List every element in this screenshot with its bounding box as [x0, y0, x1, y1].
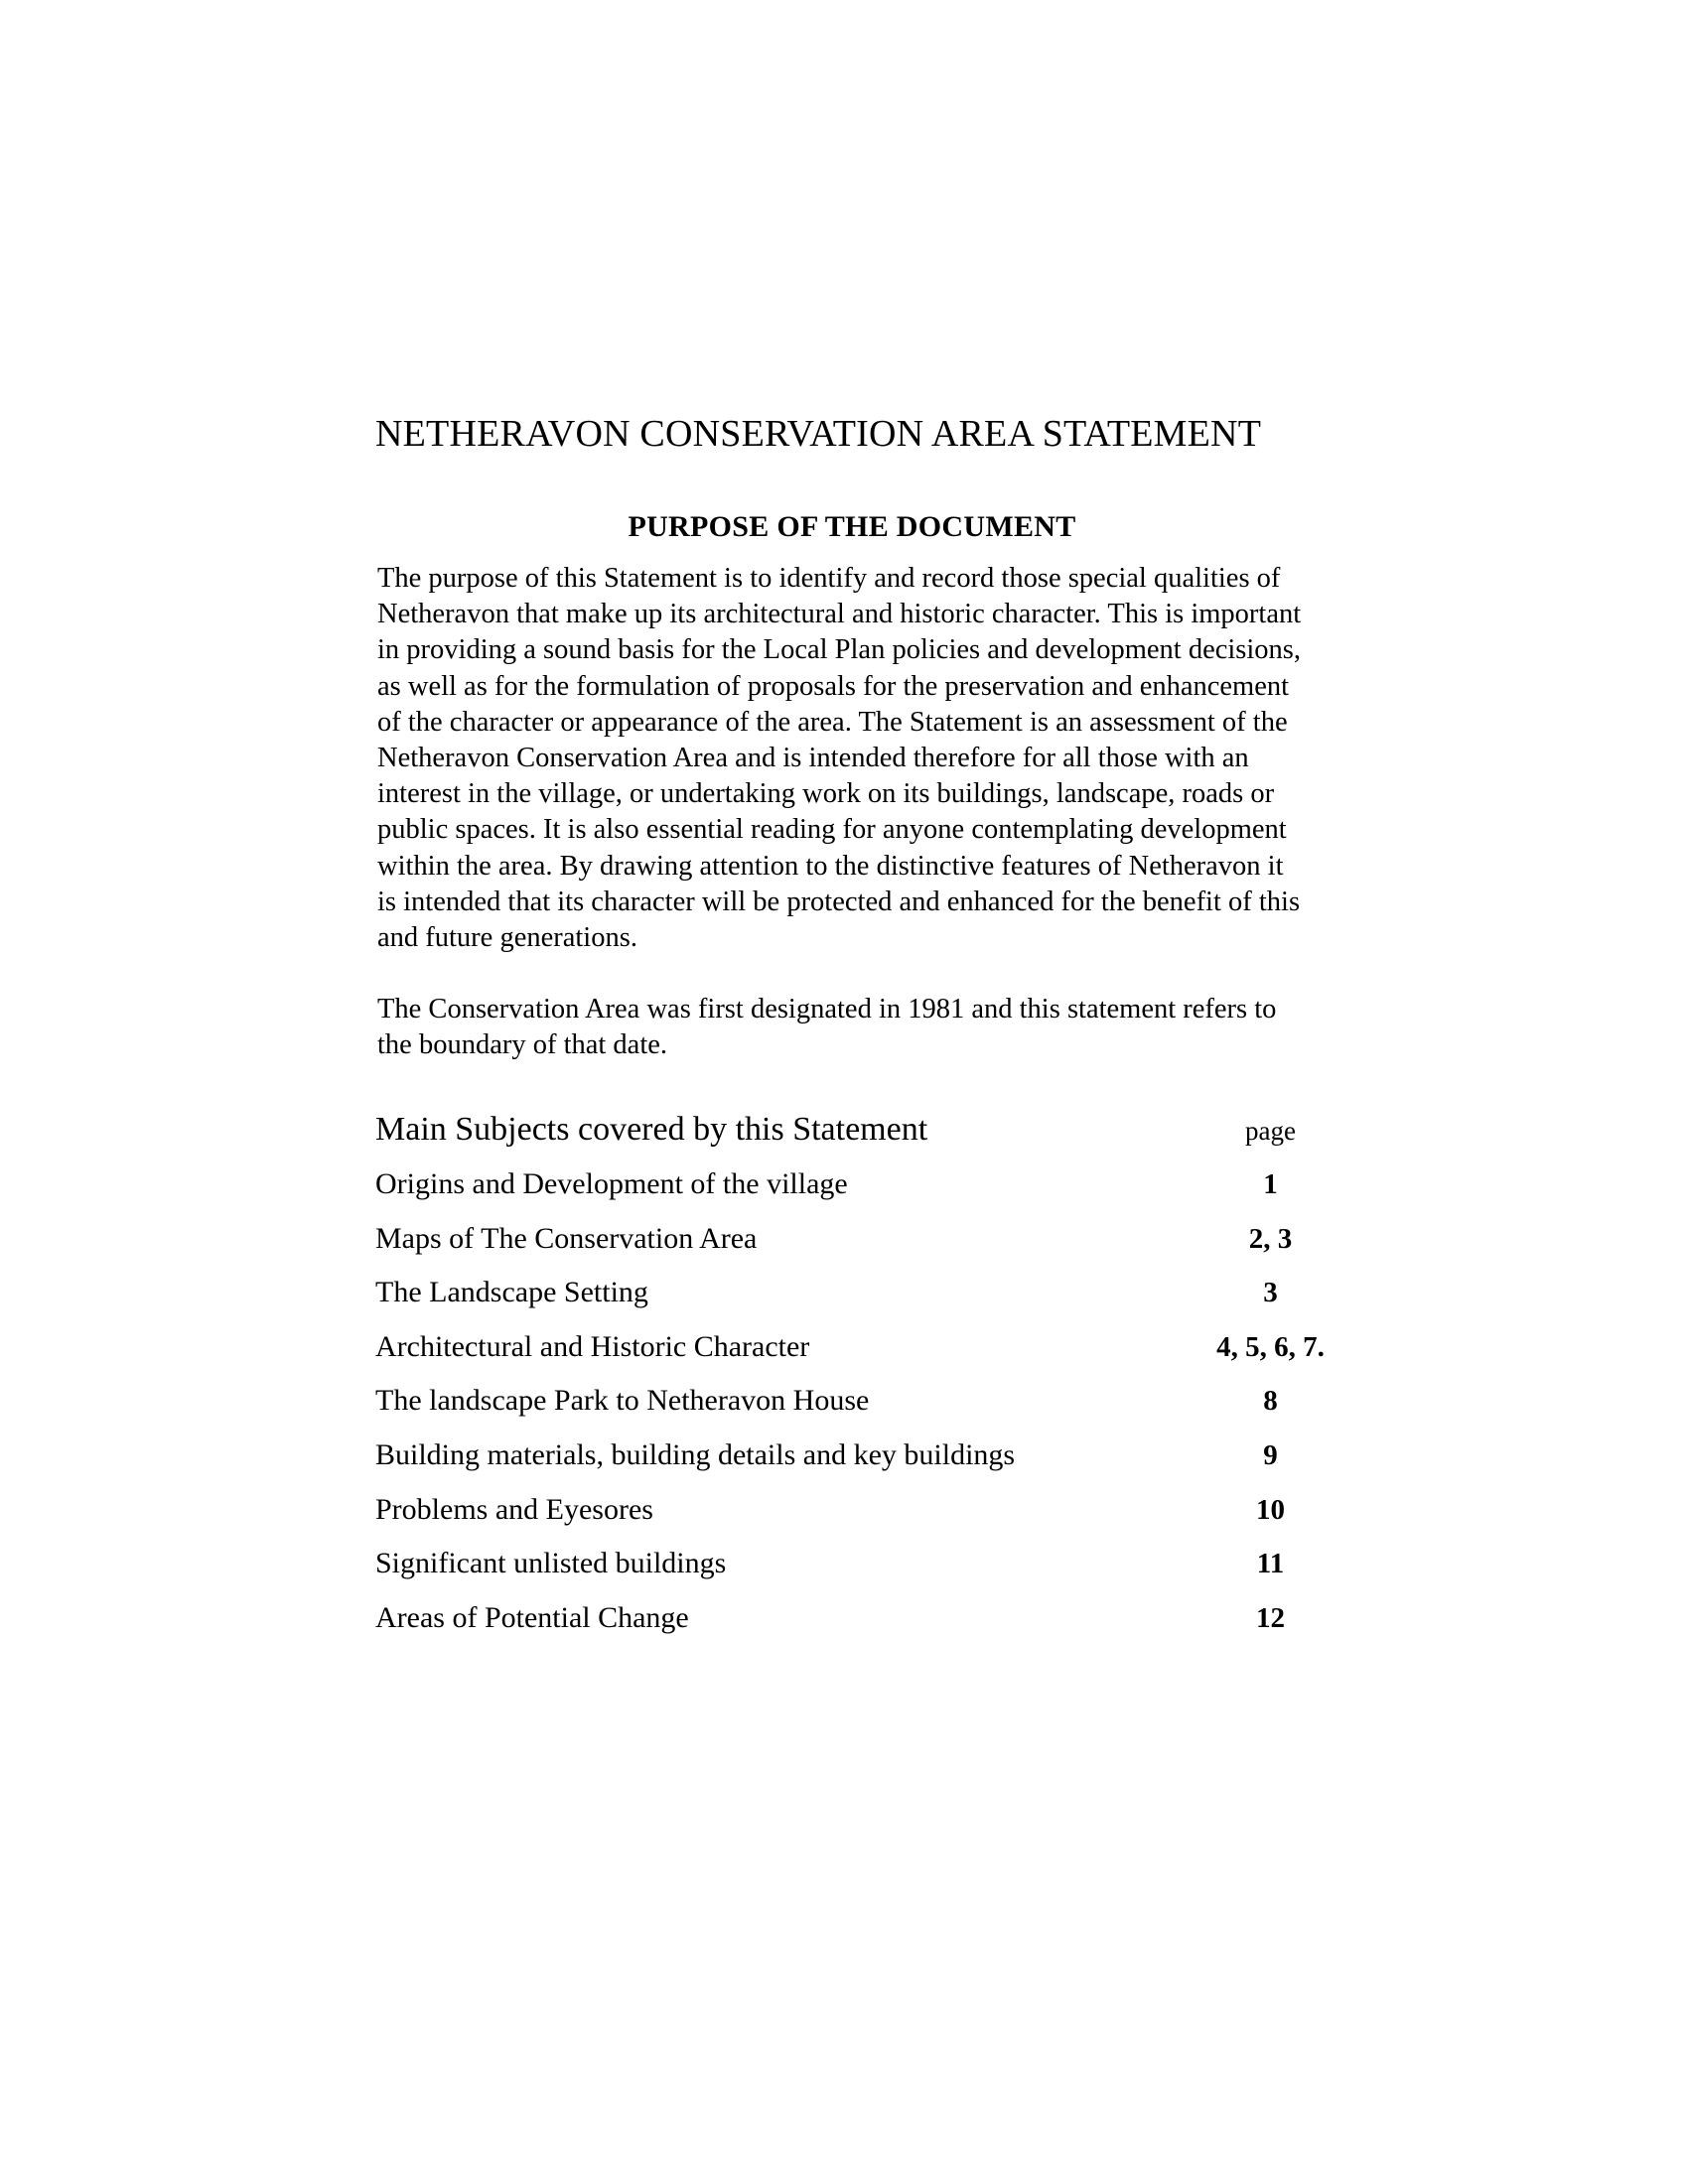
document-title: NETHERAVON CONSERVATION AREA STATEMENT	[375, 413, 1262, 456]
section-heading-purpose: PURPOSE OF THE DOCUMENT	[628, 509, 1076, 543]
purpose-paragraph-1-line: interest in the village, or undertaking work on its buildings, landscape, roads or	[377, 778, 1275, 810]
toc-entry-page-number: 9	[1263, 1438, 1278, 1471]
toc-entry-label: Significant unlisted buildings	[375, 1547, 727, 1580]
purpose-paragraph-1	[377, 561, 1380, 956]
purpose-paragraph-1-line: within the area. By drawing attention to the distinctive features of Netheravon it	[377, 850, 1284, 882]
toc-row[interactable]	[375, 1599, 1383, 1654]
purpose-paragraph-1-line: public spaces. It is also essential reading for anyone contemplating development	[377, 814, 1287, 846]
contents-heading: Main Subjects covered by this Statement	[375, 1111, 928, 1148]
toc-entry-label: Building materials, building details and key buildings	[375, 1437, 1016, 1471]
table-of-contents	[375, 1110, 1383, 1653]
purpose-paragraph-1-line: is intended that its character will be protected and enhanced for the benefit of this	[377, 886, 1301, 917]
toc-row[interactable]	[375, 1436, 1383, 1491]
toc-entry-page-number: 12	[1256, 1601, 1285, 1634]
purpose-paragraph-1-line: Netheravon that make up its architectural and historic character. This is important	[377, 599, 1302, 630]
toc-entry-page-number: 10	[1256, 1493, 1285, 1526]
toc-entry-page-number: 8	[1263, 1385, 1278, 1418]
toc-row[interactable]	[375, 1274, 1383, 1328]
purpose-paragraph-2-line: The Conservation Area was first designated in 1981 and this statement refers to	[377, 994, 1277, 1025]
toc-row[interactable]	[375, 1165, 1383, 1220]
purpose-paragraph-1-line: as well as for the formulation of proposals for the preservation and enhancement	[377, 670, 1290, 702]
toc-entry-label: The Landscape Setting	[375, 1276, 648, 1309]
purpose-paragraph-1-line: The purpose of this Statement is to identify and record those special qualities of	[377, 563, 1281, 594]
purpose-paragraph-2	[377, 992, 1380, 1063]
toc-entry-label: Origins and Development of the village	[375, 1167, 848, 1200]
contents-page-column-header: page	[1245, 1116, 1296, 1146]
toc-entry-page-number: 4, 5, 6, 7.	[1216, 1330, 1325, 1363]
contents-rows	[375, 1165, 1383, 1653]
purpose-paragraph-2-line: the boundary of that date.	[377, 1029, 668, 1061]
purpose-paragraph-1-line: of the character or appearance of the area. The Statement is an assessment of the	[377, 706, 1288, 738]
toc-row[interactable]	[375, 1382, 1383, 1436]
purpose-paragraph-1-line: in providing a sound basis for the Local Plan policies and development decisions,	[377, 634, 1302, 666]
toc-row[interactable]	[375, 1491, 1383, 1546]
toc-entry-label: Architectural and Historic Character	[375, 1329, 810, 1363]
toc-entry-page-number: 2, 3	[1248, 1222, 1293, 1255]
purpose-paragraph-1-line: and future generations.	[377, 922, 637, 954]
toc-entry-label: Problems and Eyesores	[375, 1492, 653, 1526]
contents-header-row	[375, 1110, 1383, 1165]
toc-row[interactable]	[375, 1220, 1383, 1275]
toc-entry-page-number: 3	[1263, 1277, 1278, 1309]
toc-entry-page-number: 1	[1263, 1168, 1278, 1200]
toc-row[interactable]	[375, 1545, 1383, 1599]
toc-entry-label: Areas of Potential Change	[375, 1600, 689, 1634]
toc-row[interactable]	[375, 1328, 1383, 1383]
toc-entry-label: Maps of The Conservation Area	[375, 1221, 758, 1255]
purpose-paragraph-1-line: Netheravon Conservation Area and is intended therefore for all those with an	[377, 743, 1249, 774]
toc-entry-page-number: 11	[1256, 1548, 1285, 1580]
toc-entry-label: The landscape Park to Netheravon House	[375, 1384, 870, 1418]
purpose-body	[377, 561, 1380, 1064]
